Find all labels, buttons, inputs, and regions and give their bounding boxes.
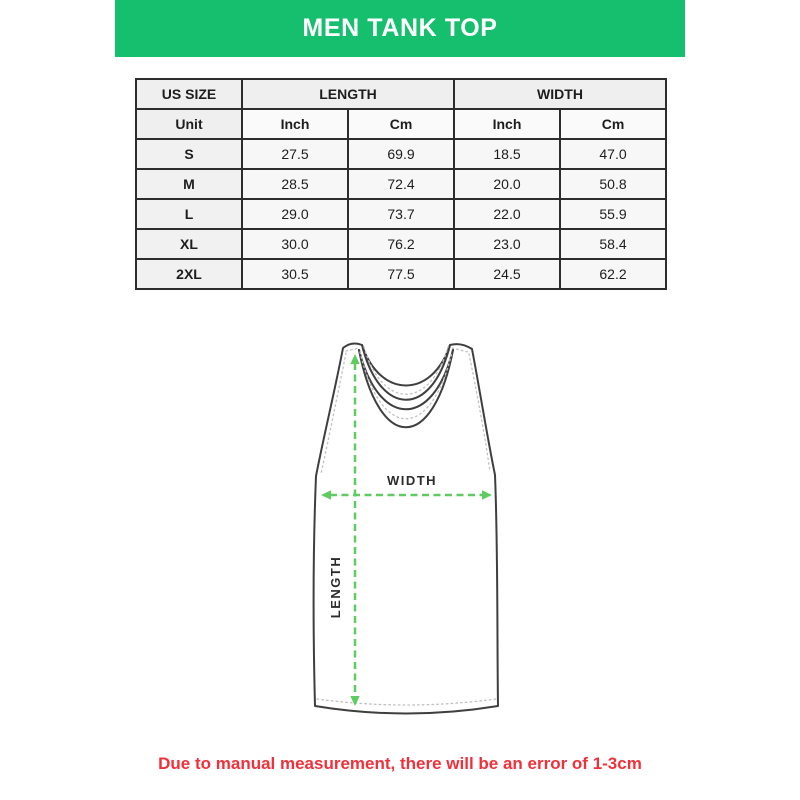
length-cm-value: 73.7 — [348, 199, 454, 229]
title-banner — [115, 0, 685, 57]
length-cm-value: 76.2 — [348, 229, 454, 259]
unit-width-inch: Inch — [454, 109, 560, 139]
tank-top-diagram — [280, 330, 520, 730]
table-row-s — [136, 139, 666, 169]
unit-row — [136, 109, 666, 139]
col-length: LENGTH — [242, 79, 454, 109]
length-inch-value: 30.5 — [242, 259, 348, 289]
col-width: WIDTH — [454, 79, 666, 109]
size-value: S — [136, 139, 242, 169]
size-value: L — [136, 199, 242, 229]
table-row-l — [136, 199, 666, 229]
width-cm-value: 55.9 — [560, 199, 666, 229]
unit-length-inch: Inch — [242, 109, 348, 139]
size-chart-table — [135, 78, 667, 290]
size-value: M — [136, 169, 242, 199]
width-inch-value: 24.5 — [454, 259, 560, 289]
length-label: LENGTH — [328, 555, 343, 619]
tank-top-illustration — [280, 330, 520, 730]
length-inch-value: 30.0 — [242, 229, 348, 259]
measurement-note: Due to manual measurement, there will be an error of 1-3cm — [158, 754, 642, 773]
width-cm-value: 50.8 — [560, 169, 666, 199]
width-inch-value: 22.0 — [454, 199, 560, 229]
unit-width-cm: Cm — [560, 109, 666, 139]
header-row — [136, 79, 666, 109]
width-cm-value: 58.4 — [560, 229, 666, 259]
unit-label: Unit — [136, 109, 242, 139]
page-title: MEN TANK TOP — [302, 14, 498, 42]
size-value: XL — [136, 229, 242, 259]
col-us-size: US SIZE — [136, 79, 242, 109]
length-cm-value: 77.5 — [348, 259, 454, 289]
width-inch-value: 18.5 — [454, 139, 560, 169]
length-cm-value: 72.4 — [348, 169, 454, 199]
size-chart — [135, 78, 667, 290]
length-cm-value: 69.9 — [348, 139, 454, 169]
width-inch-value: 20.0 — [454, 169, 560, 199]
width-cm-value: 47.0 — [560, 139, 666, 169]
width-label: WIDTH — [386, 473, 438, 488]
length-inch-value: 27.5 — [242, 139, 348, 169]
length-inch-value: 28.5 — [242, 169, 348, 199]
table-row-2xl — [136, 259, 666, 289]
table-row-xl — [136, 229, 666, 259]
width-inch-value: 23.0 — [454, 229, 560, 259]
table-row-m — [136, 169, 666, 199]
length-inch-value: 29.0 — [242, 199, 348, 229]
size-value: 2XL — [136, 259, 242, 289]
unit-length-cm: Cm — [348, 109, 454, 139]
width-cm-value: 62.2 — [560, 259, 666, 289]
